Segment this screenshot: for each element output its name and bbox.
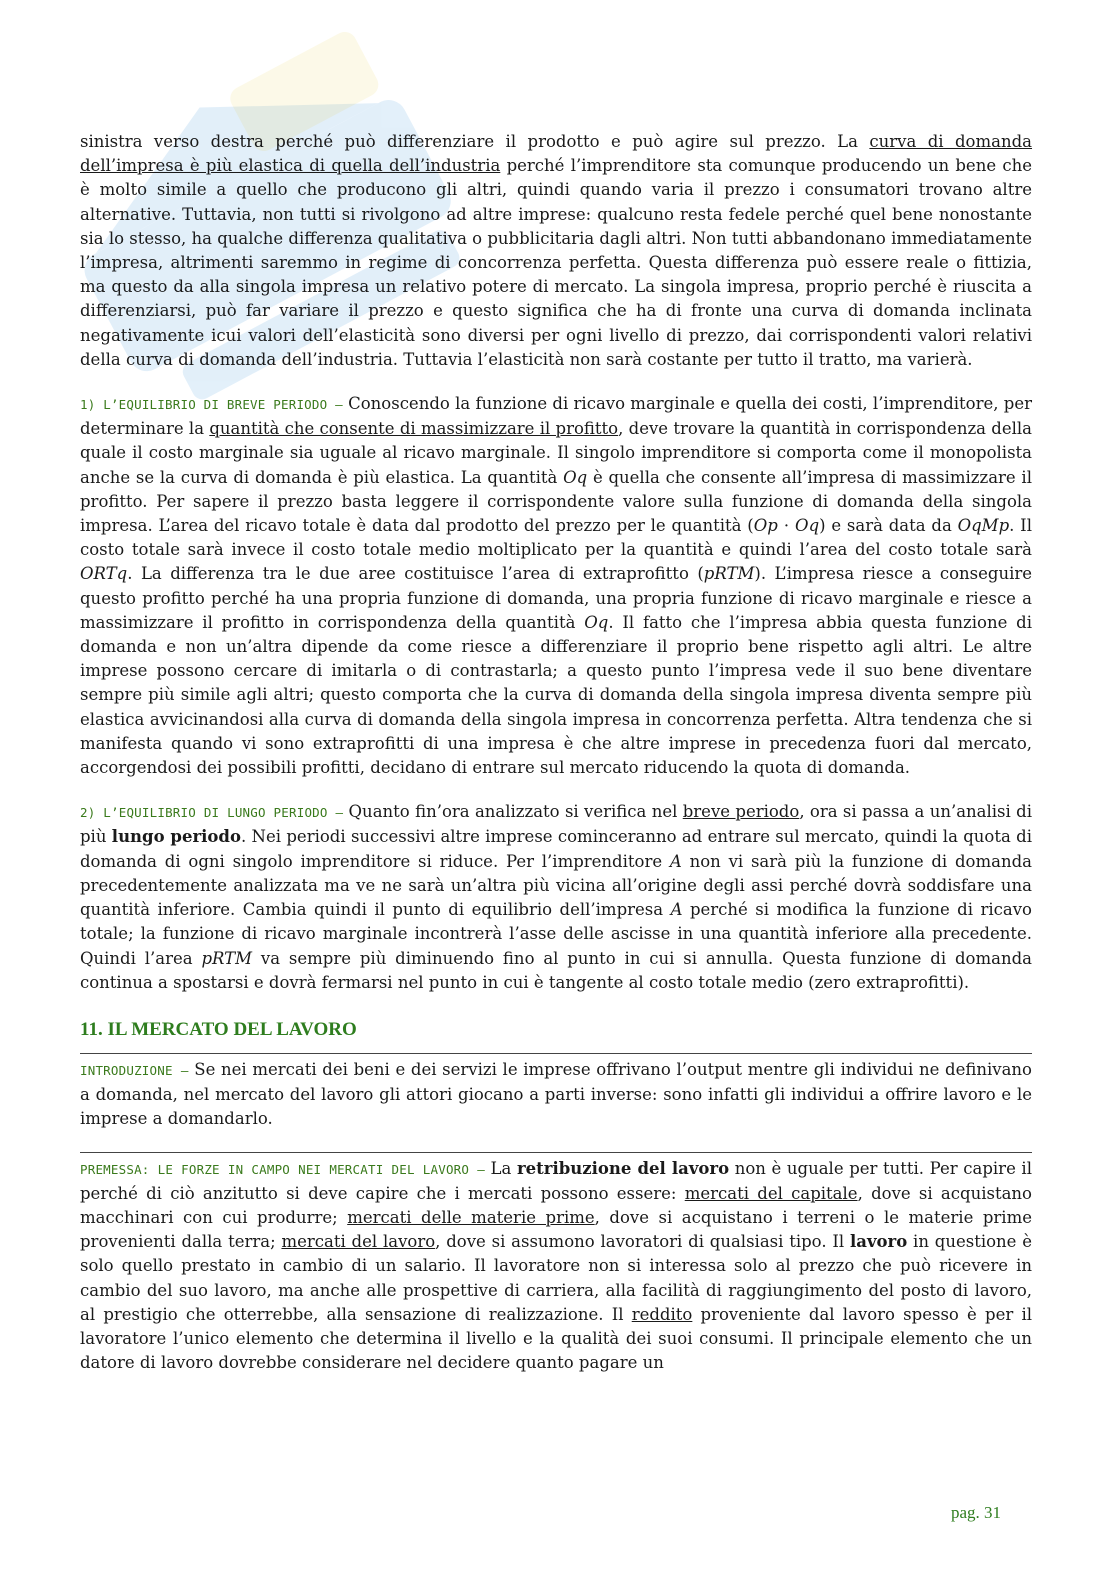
bold-text: lavoro	[849, 1232, 908, 1252]
underlined-text: curva di domanda dell’impresa è più elastica di quella dell’industria	[80, 132, 1033, 176]
text: Quanto fin’ora analizzato si verifica nel	[343, 802, 683, 822]
paragraph-introduction	[80, 1058, 1032, 1132]
text: , dove si acquistano i terreni o le materie prime provenienti dalla terra;	[80, 1207, 1032, 1252]
math-symbol: Oq	[584, 612, 609, 632]
paragraph-long-run-equilibrium	[80, 800, 1032, 995]
text: La	[484, 1158, 517, 1178]
text: , dove si acquistano macchinari con cui produrre;	[80, 1183, 1032, 1227]
math-symbol: Oq	[563, 467, 588, 487]
section-title: 11. IL MERCATO DEL LAVORO	[80, 1018, 357, 1040]
underlined-text: mercati del capitale	[684, 1183, 858, 1203]
underlined-text: mercati delle materie prime	[347, 1207, 595, 1227]
math-symbol: pRTM	[201, 948, 253, 968]
text: ). L’impresa riesce a conseguire questo profitto perché ha una propria funzione di domanda, una propria funzione di ricavo marginale e riesce a massimizzare il profitto in corrispondenza della quantità	[80, 564, 1032, 632]
bold-text: lungo periodo	[111, 827, 241, 847]
text: . Il fatto che l’impresa abbia questa funzione di domanda e non un’altra dipende da come riesce a differenziare il proprio bene rispetto agli altri. Le altre imprese possono cercare di imitarla o di contrastarla; a questo punto l’impresa vede il suo bene diventare sempre più simile agli altri; questo comporta che la curva di domanda della singola impresa diventa sempre più elastica avvicinandosi alla curva di domanda della singola impresa in concorrenza perfetta. Altra tendenza che si manifesta quando vi sono extraprofitti di una impresa è che altre imprese in precedenza fuori dal mercato, accorgendosi dei possibili profitti, decidano di entrare sul mercato riducendo la quota di domanda.	[80, 612, 1032, 778]
paragraph-premessa	[80, 1157, 1032, 1376]
math-symbol: OqMp	[957, 516, 1010, 536]
text: non vi sarà più la funzione di domanda precedentemente analizzata ma ve ne sarà un’altra più vicina all’origine degli assi perché dovrà soddisfare una quantità inferiore. Cambia quindi il punto di equilibrio dell’impresa	[80, 851, 1032, 920]
underlined-text: breve periodo	[682, 802, 800, 822]
paragraph-heading: 2) L’EQUILIBRIO DI LUNGO PERIODO –	[80, 805, 344, 821]
math-symbol: A	[669, 851, 682, 871]
paragraph-heading: PREMESSA: LE FORZE IN CAMPO NEI MERCATI DEL LAVORO –	[80, 1161, 485, 1177]
text: perché l’imprenditore sta comunque producendo un bene che è molto simile a quello che producono gli altri, quindi quando varia il prezzo i consumatori trovano altre alternative. Tuttavia, non tutti si rivolgono ad altre imprese: qualcuno resta fedele perché quel bene nonostante sia lo stesso, ha qualche differenza qualitativa o pubblicitaria dagli altri. Non tutti abbandonano immediatamente l’impresa, altrimenti saremmo in regime di concorrenza perfetta. Questa differenza può essere reale o fittizia, ma questo da alla singola impresa un relativo potere di mercato. La singola impresa, proprio perché è riuscita a differenziarsi, può far variare il prezzo e questo significa che ha di fronte una curva di domanda inclinata negativamente icui valori dell’elasticità sono diversi per ogni livello di prezzo, dai corrispondenti valori relativi della curva di domanda dell’industria. Tuttavia l’elasticità non sarà costante per tutto il tratto, ma varierà.	[80, 156, 1032, 369]
text: , deve trovare la quantità in corrispondenza della quale il costo marginale sia uguale al ricavo marginale. Il singolo imprenditore si comporta come il monopolista anche se la curva di domanda è più elastica. La quantità	[80, 419, 1032, 487]
paragraph-demand-elasticity	[80, 130, 1032, 372]
text: . Il costo totale sarà invece il costo totale medio moltiplicato per la quantità e quindi l’area del costo totale sarà	[80, 516, 1032, 560]
text: Conoscendo la funzione di ricavo marginale e quella dei costi, l’imprenditore, per determinare la	[80, 394, 1032, 439]
page-number: pag. 31	[950, 1503, 1001, 1522]
divider-premessa	[80, 1152, 1032, 1376]
text: . La differenza tra le due aree costituisce l’area di extraprofitto (	[127, 564, 704, 584]
paragraph-heading: 1) L’EQUILIBRIO DI BREVE PERIODO –	[80, 397, 343, 413]
text: Se nei mercati dei beni e dei servizi le imprese offrivano l’output mentre gli individui ne definivano a domanda, nel mercato del lavoro gli attori giocano a parti inverse: sono infatti gli individui a offrire lavoro e le imprese a domandarlo.	[80, 1059, 1032, 1129]
math-symbol: A	[670, 900, 683, 920]
text: in questione è solo quello prestato in cambio di un salario. Il lavoratore non si interessa solo al prezzo che può ricevere in cambio del suo lavoro, ma anche alle prospettive di carriera, alla facilità di raggiungimento del posto di lavoro, al prestigio che otterrebbe, alla sensazione di realizzazione. Il	[80, 1232, 1032, 1324]
text: sinistra verso destra perché può differenziare il prodotto e può agire sul prezzo. La	[80, 132, 870, 151]
text: . Nei periodi successivi altre imprese cominceranno ad entrare sul mercato, quindi la quota di domanda di ogni singolo imprenditore si riduce. Per l’imprenditore	[80, 827, 1032, 871]
text: è quella che consente all’impresa di massimizzare il profitto. Per sapere il prezzo basta leggere il corrispondente valore sulla funzione di domanda della singola impresa. L’area del ricavo totale è data dal prodotto del prezzo per le quantità (	[80, 467, 1032, 536]
document-page	[80, 130, 1032, 1375]
text: , ora si passa a un’analisi di più	[80, 802, 1032, 847]
math-symbol: ORTq	[80, 564, 128, 584]
text: non è uguale per tutti. Per capire il perché di ciò anzitutto si deve capire che i mercati possono essere:	[80, 1158, 1032, 1203]
underlined-text: reddito	[631, 1304, 693, 1324]
underlined-text: mercati del lavoro	[281, 1232, 436, 1252]
paragraph-heading: INTRODUZIONE –	[80, 1062, 189, 1078]
text: , dove si assumono lavoratori di qualsiasi tipo. Il	[435, 1232, 850, 1252]
text: proveniente dal lavoro spesso è per il lavoratore l’unico elemento che determina il livello e la qualità dei suoi consumi. Il principale elemento che un datore di lavoro dovrebbe considerare nel decidere quanto pagare un	[80, 1304, 1032, 1373]
bold-text: retribuzione del lavoro	[516, 1158, 730, 1178]
text: perché si modifica la funzione di ricavo totale; la funzione di ricavo marginale incontrerà l’asse delle ascisse in una quantità inferiore alla precedente. Quindi l’area	[80, 900, 1032, 968]
underlined-text: quantità che consente di massimizzare il profitto	[209, 419, 619, 439]
math-symbol: Op ⋅ Oq	[753, 516, 820, 536]
divider-intro	[80, 1053, 1032, 1132]
text: va sempre più diminuendo fino al punto in cui si annulla. Questa funzione di domanda continua a spostarsi e dovrà fermarsi nel punto in cui è tangente al costo totale medio (zero extraprofitti).	[80, 948, 1032, 992]
text: ) e sarà data da	[819, 516, 958, 536]
math-symbol: pRTM	[703, 564, 755, 584]
paragraph-short-run-equilibrium	[80, 392, 1032, 780]
